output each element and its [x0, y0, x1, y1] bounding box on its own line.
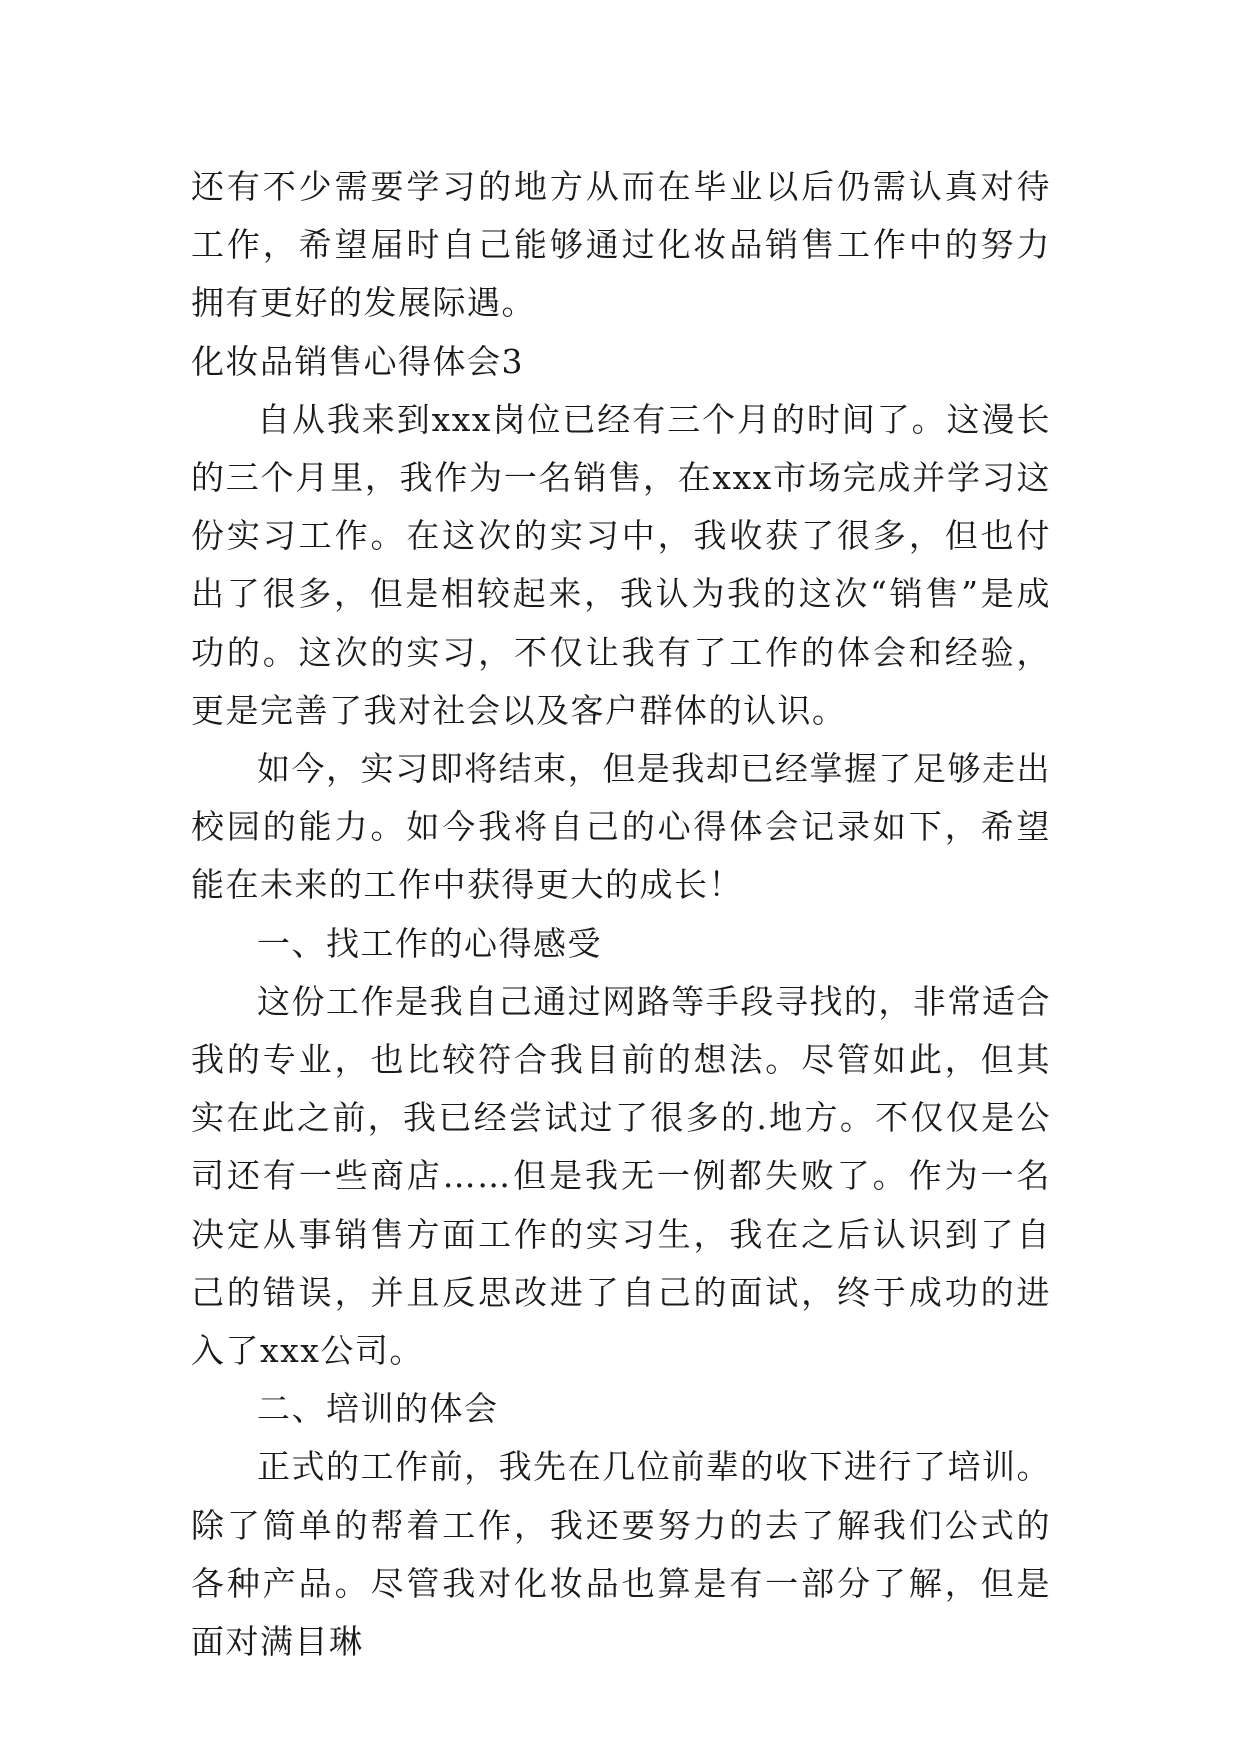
paragraph: 这份工作是我自己通过网路等手段寻找的，非常适合我的专业，也比较符合我目前的想法。尽管如此，但其实在此之前，我已经尝试过了很多的.地方。不仅仅是公司还有一些商店……但是我无一例都失败了。作为一名决定从事销售方面工作的实习生，我在之后认识到了自己的错误，并且反思改进了自己的面试，终于成功的进入了xxx公司。	[191, 981, 1051, 1371]
section-title: 化妆品销售心得体会3	[191, 341, 524, 381]
subsection-heading: 二、培训的体会	[257, 1389, 499, 1429]
document-body	[191, 158, 1051, 1671]
paragraph: 正式的工作前，我先在几位前辈的收下进行了培训。除了简单的帮着工作，我还要努力的去了解我们公式的各种产品。尽管我对化妆品也算是有一部分了解，但是面对满目琳	[191, 1447, 1051, 1662]
paragraph-continuation: 还有不少需要学习的地方从而在毕业以后仍需认真对待工作，希望届时自己能够通过化妆品销售工作中的努力拥有更好的发展际遇。	[191, 167, 1051, 323]
paragraph: 如今，实习即将结束，但是我却已经掌握了足够走出校园的能力。如今我将自己的心得体会记录如下，希望能在未来的工作中获得更大的成长！	[191, 749, 1051, 905]
paragraph: 自从我来到xxx岗位已经有三个月的时间了。这漫长的三个月里，我作为一名销售，在xxx市场完成并学习这份实习工作。在这次的实习中，我收获了很多，但也付出了很多，但是相较起来，我认为我的这次“销售”是成功的。这次的实习，不仅让我有了工作的体会和经验，更是完善了我对社会以及客户群体的认识。	[191, 399, 1051, 730]
subsection-heading: 一、找工作的心得感受	[257, 923, 602, 963]
